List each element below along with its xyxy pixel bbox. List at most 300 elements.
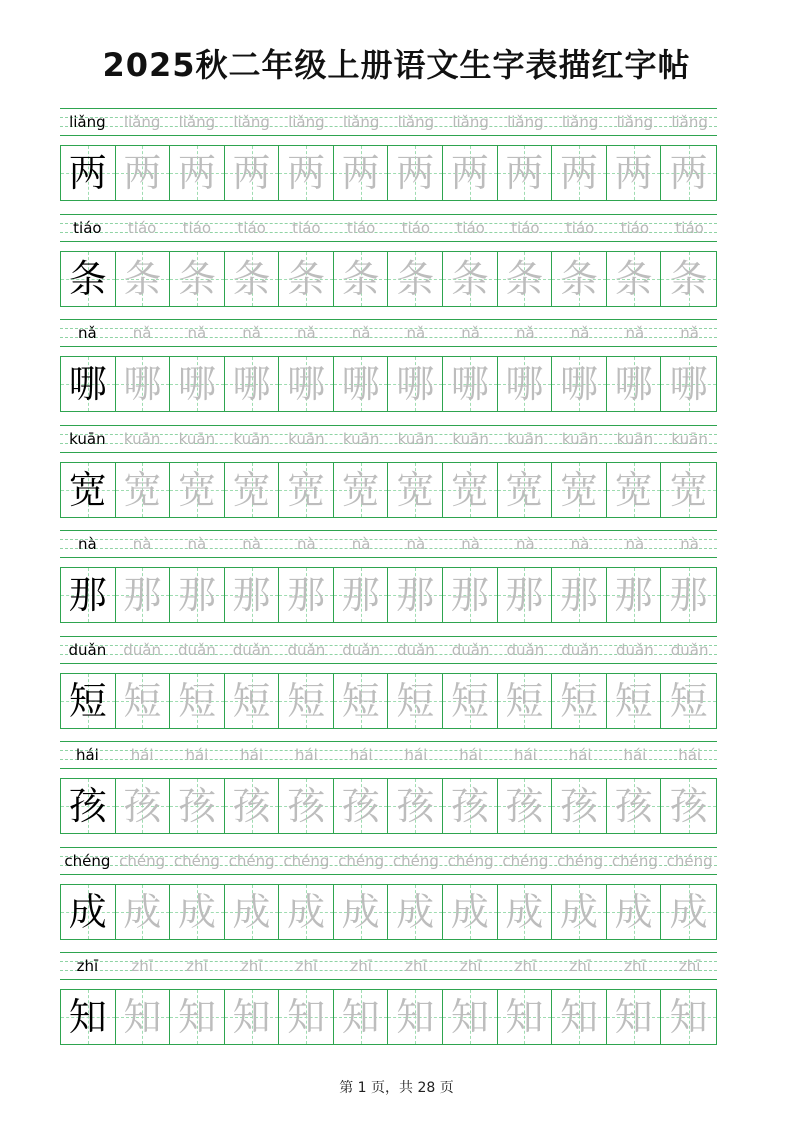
trace-cell[interactable] [334, 990, 389, 1044]
pinyin-trace: hái [513, 746, 537, 764]
practice-row [60, 739, 717, 845]
model-cell [61, 885, 116, 939]
trace-character: 成 [559, 889, 598, 934]
pinyin-staff [60, 530, 717, 558]
pinyin-label: liǎng [69, 113, 106, 131]
trace-character: 条 [232, 256, 271, 301]
page-title: 2025秋二年级上册语文生字表描红字帖 [102, 46, 691, 84]
trace-cell[interactable] [443, 674, 498, 728]
trace-cell[interactable] [552, 990, 607, 1044]
trace-character: 短 [396, 678, 435, 723]
trace-cell[interactable] [552, 885, 607, 939]
trace-cell[interactable] [661, 146, 716, 200]
pinyin-trace: nà [516, 535, 535, 553]
pinyin-trace: duǎn [342, 640, 380, 659]
trace-cell[interactable] [498, 463, 553, 517]
pinyin-trace: duǎn [287, 640, 326, 659]
trace-character: 那 [559, 573, 598, 617]
trace-cell[interactable] [443, 568, 498, 622]
pinyin-trace: zhī [186, 957, 208, 975]
trace-cell[interactable] [225, 674, 280, 728]
pinyin-trace: tiáo [511, 218, 540, 237]
trace-cell[interactable] [334, 885, 389, 939]
model-character: 宽 [68, 467, 107, 512]
trace-character: 哪 [614, 362, 653, 406]
trace-cell[interactable] [170, 357, 225, 411]
trace-character: 哪 [123, 362, 162, 406]
trace-cell[interactable] [443, 779, 498, 833]
trace-cell[interactable] [170, 990, 225, 1044]
trace-character: 短 [341, 678, 380, 723]
trace-cell[interactable] [607, 463, 662, 517]
trace-cell[interactable] [443, 463, 498, 517]
trace-cell[interactable] [116, 357, 171, 411]
trace-cell[interactable] [388, 674, 443, 728]
pinyin-trace: hái [185, 746, 209, 764]
pinyin-trace: duǎn [451, 640, 490, 659]
trace-character: 两 [177, 151, 216, 195]
pinyin-trace: chéng [119, 851, 166, 870]
model-cell [61, 674, 116, 728]
pinyin-trace: kuān [671, 429, 708, 448]
trace-cell[interactable] [170, 252, 225, 306]
pinyin-trace: liǎng [507, 113, 544, 131]
practice-row [60, 423, 717, 529]
character-grid [60, 567, 717, 623]
trace-cell[interactable] [552, 357, 607, 411]
pinyin-trace: zhī [295, 957, 318, 975]
trace-cell[interactable] [388, 357, 443, 411]
pinyin-trace: tiáo [401, 218, 431, 237]
trace-cell[interactable] [116, 146, 171, 200]
pinyin-staff [60, 741, 717, 769]
model-character: 条 [68, 256, 107, 301]
trace-cell[interactable] [388, 990, 443, 1044]
trace-character: 条 [505, 256, 544, 301]
trace-cell[interactable] [661, 463, 716, 517]
practice-row [60, 212, 717, 318]
trace-cell[interactable] [607, 357, 662, 411]
trace-cell[interactable] [607, 674, 662, 728]
trace-character: 两 [396, 151, 435, 195]
pinyin-label: nà [78, 535, 97, 553]
trace-character: 两 [232, 151, 271, 195]
pinyin-trace: kuān [616, 429, 654, 448]
trace-cell[interactable] [498, 146, 553, 200]
trace-cell[interactable] [661, 252, 716, 306]
trace-cell[interactable] [116, 252, 171, 306]
pinyin-trace: nǎ [570, 324, 590, 342]
practice-row [60, 106, 717, 212]
pinyin-trace: nǎ [242, 324, 261, 342]
pinyin-trace: chéng [338, 851, 385, 870]
trace-character: 哪 [559, 362, 598, 406]
trace-character: 那 [614, 573, 653, 617]
trace-character: 宽 [287, 467, 326, 512]
model-character: 哪 [68, 362, 107, 406]
trace-cell[interactable] [498, 779, 553, 833]
pinyin-trace: liǎng [288, 113, 325, 131]
trace-cell[interactable] [334, 146, 389, 200]
trace-character: 条 [341, 256, 380, 301]
trace-cell[interactable] [334, 252, 389, 306]
trace-character: 哪 [505, 362, 544, 406]
trace-character: 知 [232, 995, 271, 1039]
trace-cell[interactable] [225, 568, 280, 622]
pinyin-trace: liǎng [397, 113, 435, 131]
model-character: 知 [68, 995, 107, 1039]
trace-character: 宽 [232, 467, 271, 512]
pinyin-trace: chéng [228, 851, 275, 870]
trace-character: 两 [341, 151, 380, 195]
pinyin-trace: kuān [178, 429, 216, 448]
trace-character: 成 [669, 889, 708, 934]
trace-cell[interactable] [279, 990, 334, 1044]
pinyin-trace: liǎng [178, 113, 216, 131]
trace-character: 孩 [450, 784, 489, 828]
pinyin-trace: zhī [131, 957, 153, 975]
pinyin-trace: kuān [123, 429, 161, 448]
pinyin-trace: nà [406, 535, 426, 553]
trace-cell[interactable] [279, 674, 334, 728]
trace-character: 两 [287, 151, 326, 195]
trace-cell[interactable] [170, 674, 225, 728]
pinyin-trace: nǎ [351, 324, 371, 342]
trace-character: 成 [505, 889, 544, 934]
trace-cell[interactable] [443, 990, 498, 1044]
pinyin-trace: nǎ [187, 324, 207, 342]
trace-cell[interactable] [388, 779, 443, 833]
trace-character: 两 [505, 151, 544, 195]
trace-cell[interactable] [607, 568, 662, 622]
trace-cell[interactable] [225, 463, 280, 517]
pinyin-trace: hái [240, 746, 264, 764]
trace-character: 哪 [341, 362, 380, 406]
trace-character: 条 [287, 256, 326, 301]
trace-character: 那 [669, 573, 708, 617]
pinyin-trace: tiáo [565, 218, 595, 237]
pinyin-trace: liǎng [233, 113, 270, 131]
trace-cell[interactable] [607, 885, 662, 939]
trace-cell[interactable] [388, 146, 443, 200]
trace-character: 宽 [505, 467, 544, 512]
pinyin-staff [60, 214, 717, 242]
character-grid [60, 989, 717, 1045]
pinyin-trace: nǎ [297, 324, 316, 342]
practice-row [60, 317, 717, 423]
pinyin-trace: kuān [561, 429, 599, 448]
trace-cell[interactable] [116, 885, 171, 939]
trace-cell[interactable] [279, 252, 334, 306]
practice-row [60, 950, 717, 1056]
trace-cell[interactable] [388, 885, 443, 939]
trace-cell[interactable] [225, 779, 280, 833]
model-character: 孩 [68, 784, 107, 828]
trace-character: 成 [341, 889, 380, 934]
trace-character: 两 [450, 151, 489, 195]
trace-character: 条 [450, 256, 489, 301]
trace-cell[interactable] [334, 674, 389, 728]
trace-cell[interactable] [279, 779, 334, 833]
trace-cell[interactable] [607, 990, 662, 1044]
trace-character: 孩 [341, 784, 380, 828]
trace-character: 条 [396, 256, 435, 301]
trace-cell[interactable] [498, 990, 553, 1044]
pinyin-trace: chéng [447, 851, 494, 870]
trace-cell[interactable] [279, 357, 334, 411]
trace-character: 条 [123, 256, 162, 301]
trace-character: 成 [123, 889, 162, 934]
trace-character: 短 [287, 678, 326, 723]
pinyin-trace: hái [459, 746, 483, 764]
pinyin-trace: liǎng [342, 113, 380, 131]
page-footer: 第 1 页，共 28 页 [339, 1080, 454, 1096]
pinyin-trace: nà [187, 535, 207, 553]
trace-character: 哪 [287, 362, 326, 406]
trace-cell[interactable] [498, 568, 553, 622]
trace-cell[interactable] [661, 885, 716, 939]
pinyin-trace: nǎ [680, 324, 699, 342]
trace-cell[interactable] [661, 357, 716, 411]
trace-cell[interactable] [225, 146, 280, 200]
trace-cell[interactable] [279, 885, 334, 939]
trace-cell[interactable] [170, 146, 225, 200]
model-character: 成 [68, 889, 107, 934]
model-cell [61, 779, 116, 833]
trace-character: 成 [614, 889, 653, 934]
trace-cell[interactable] [334, 463, 389, 517]
pinyin-trace: duǎn [232, 640, 271, 659]
pinyin-staff [60, 425, 717, 453]
pinyin-trace: chéng [392, 851, 439, 870]
pinyin-trace: nǎ [406, 324, 426, 342]
trace-character: 孩 [396, 784, 435, 828]
pinyin-trace: zhī [569, 957, 591, 975]
trace-character: 哪 [450, 362, 489, 406]
pinyin-trace: chéng [502, 851, 549, 870]
pinyin-trace: nǎ [461, 324, 480, 342]
model-cell [61, 463, 116, 517]
trace-cell[interactable] [279, 146, 334, 200]
trace-cell[interactable] [552, 674, 607, 728]
pinyin-label: zhī [76, 957, 99, 975]
pinyin-trace: zhī [624, 957, 646, 975]
pinyin-trace: duǎn [123, 640, 161, 659]
trace-character: 哪 [396, 362, 435, 406]
trace-cell[interactable] [661, 990, 716, 1044]
trace-character: 孩 [505, 784, 544, 828]
trace-character: 那 [341, 573, 380, 617]
trace-cell[interactable] [443, 252, 498, 306]
trace-cell[interactable] [661, 779, 716, 833]
trace-character: 短 [669, 678, 708, 723]
trace-cell[interactable] [225, 885, 280, 939]
trace-character: 宽 [669, 467, 708, 512]
pinyin-trace: zhī [240, 957, 263, 975]
model-character: 两 [68, 151, 107, 195]
trace-character: 短 [614, 678, 653, 723]
pinyin-trace: nǎ [516, 324, 535, 342]
trace-character: 成 [232, 889, 271, 934]
pinyin-trace: liǎng [616, 113, 654, 131]
trace-character: 宽 [123, 467, 162, 512]
pinyin-trace: chéng [666, 851, 713, 870]
trace-character: 知 [669, 995, 708, 1039]
trace-cell[interactable] [225, 990, 280, 1044]
trace-character: 孩 [287, 784, 326, 828]
pinyin-label: nǎ [78, 324, 97, 342]
trace-character: 短 [123, 678, 162, 723]
pinyin-trace: kuān [233, 429, 270, 448]
character-grid [60, 884, 717, 940]
trace-cell[interactable] [170, 463, 225, 517]
trace-character: 条 [177, 256, 216, 301]
trace-cell[interactable] [334, 357, 389, 411]
trace-cell[interactable] [498, 674, 553, 728]
pinyin-trace: chéng [283, 851, 330, 870]
trace-cell[interactable] [279, 463, 334, 517]
trace-character: 知 [450, 995, 489, 1039]
trace-character: 那 [287, 573, 326, 617]
trace-character: 哪 [177, 362, 216, 406]
pinyin-trace: nà [132, 535, 152, 553]
trace-character: 两 [614, 151, 653, 195]
trace-character: 知 [559, 995, 598, 1039]
character-grid [60, 673, 717, 729]
trace-cell[interactable] [552, 146, 607, 200]
trace-cell[interactable] [388, 568, 443, 622]
trace-cell[interactable] [279, 568, 334, 622]
pinyin-trace: liǎng [452, 113, 489, 131]
trace-cell[interactable] [443, 885, 498, 939]
pinyin-trace: kuān [452, 429, 489, 448]
trace-character: 条 [559, 256, 598, 301]
trace-character: 知 [614, 995, 653, 1039]
pinyin-trace: tiáo [182, 218, 212, 237]
trace-cell[interactable] [607, 779, 662, 833]
pinyin-trace: kuān [397, 429, 435, 448]
trace-character: 孩 [177, 784, 216, 828]
pinyin-trace: zhī [514, 957, 537, 975]
pinyin-staff [60, 636, 717, 664]
trace-character: 孩 [559, 784, 598, 828]
pinyin-trace: tiáo [620, 218, 650, 237]
trace-character: 知 [341, 995, 380, 1039]
trace-cell[interactable] [334, 568, 389, 622]
trace-character: 短 [450, 678, 489, 723]
pinyin-trace: hái [678, 746, 702, 764]
pinyin-trace: nà [461, 535, 480, 553]
trace-cell[interactable] [552, 463, 607, 517]
trace-character: 哪 [669, 362, 708, 406]
practice-row [60, 634, 717, 740]
trace-cell[interactable] [552, 779, 607, 833]
pinyin-trace: liǎng [671, 113, 708, 131]
trace-character: 成 [396, 889, 435, 934]
pinyin-trace: tiáo [237, 218, 266, 237]
trace-cell[interactable] [661, 674, 716, 728]
trace-cell[interactable] [225, 252, 280, 306]
trace-cell[interactable] [170, 885, 225, 939]
trace-character: 短 [177, 678, 216, 723]
trace-cell[interactable] [334, 779, 389, 833]
trace-character: 宽 [559, 467, 598, 512]
pinyin-trace: nǎ [132, 324, 152, 342]
trace-character: 宽 [614, 467, 653, 512]
trace-character: 孩 [123, 784, 162, 828]
trace-character: 宽 [341, 467, 380, 512]
trace-cell[interactable] [388, 463, 443, 517]
trace-character: 宽 [177, 467, 216, 512]
practice-row [60, 845, 717, 951]
pinyin-trace: duǎn [178, 640, 216, 659]
trace-character: 知 [287, 995, 326, 1039]
trace-cell[interactable] [116, 990, 171, 1044]
pinyin-trace: hái [130, 746, 154, 764]
trace-character: 成 [450, 889, 489, 934]
pinyin-label: duǎn [68, 640, 107, 659]
trace-cell[interactable] [388, 252, 443, 306]
model-character: 那 [68, 573, 107, 617]
trace-character: 两 [669, 151, 708, 195]
pinyin-trace: nǎ [625, 324, 645, 342]
pinyin-label: chéng [64, 851, 111, 870]
trace-cell[interactable] [116, 779, 171, 833]
trace-character: 知 [396, 995, 435, 1039]
model-cell [61, 357, 116, 411]
trace-character: 知 [177, 995, 216, 1039]
trace-character: 成 [177, 889, 216, 934]
trace-character: 成 [287, 889, 326, 934]
pinyin-trace: chéng [611, 851, 658, 870]
trace-cell[interactable] [607, 146, 662, 200]
pinyin-trace: zhī [678, 957, 701, 975]
trace-cell[interactable] [552, 252, 607, 306]
trace-cell[interactable] [116, 674, 171, 728]
pinyin-trace: tiáo [292, 218, 321, 237]
trace-cell[interactable] [607, 252, 662, 306]
model-cell [61, 252, 116, 306]
trace-cell[interactable] [498, 885, 553, 939]
pinyin-label: tiáo [73, 218, 102, 237]
pinyin-trace: zhī [405, 957, 427, 975]
pinyin-trace: duǎn [397, 640, 435, 659]
trace-cell[interactable] [552, 568, 607, 622]
pinyin-trace: hái [404, 746, 428, 764]
trace-cell[interactable] [498, 252, 553, 306]
pinyin-trace: nà [297, 535, 316, 553]
pinyin-staff [60, 847, 717, 875]
trace-cell[interactable] [170, 568, 225, 622]
trace-cell[interactable] [661, 568, 716, 622]
trace-cell[interactable] [443, 357, 498, 411]
pinyin-trace: liǎng [561, 113, 599, 131]
trace-cell[interactable] [443, 146, 498, 200]
trace-cell[interactable] [116, 463, 171, 517]
pinyin-trace: duǎn [616, 640, 654, 659]
trace-cell[interactable] [170, 779, 225, 833]
trace-cell[interactable] [116, 568, 171, 622]
pinyin-trace: duǎn [670, 640, 709, 659]
trace-character: 那 [505, 573, 544, 617]
pinyin-trace: kuān [342, 429, 380, 448]
pinyin-trace: nà [570, 535, 590, 553]
trace-cell[interactable] [225, 357, 280, 411]
trace-cell[interactable] [498, 357, 553, 411]
pinyin-label: kuān [69, 429, 106, 448]
character-grid [60, 251, 717, 307]
trace-character: 两 [123, 151, 162, 195]
